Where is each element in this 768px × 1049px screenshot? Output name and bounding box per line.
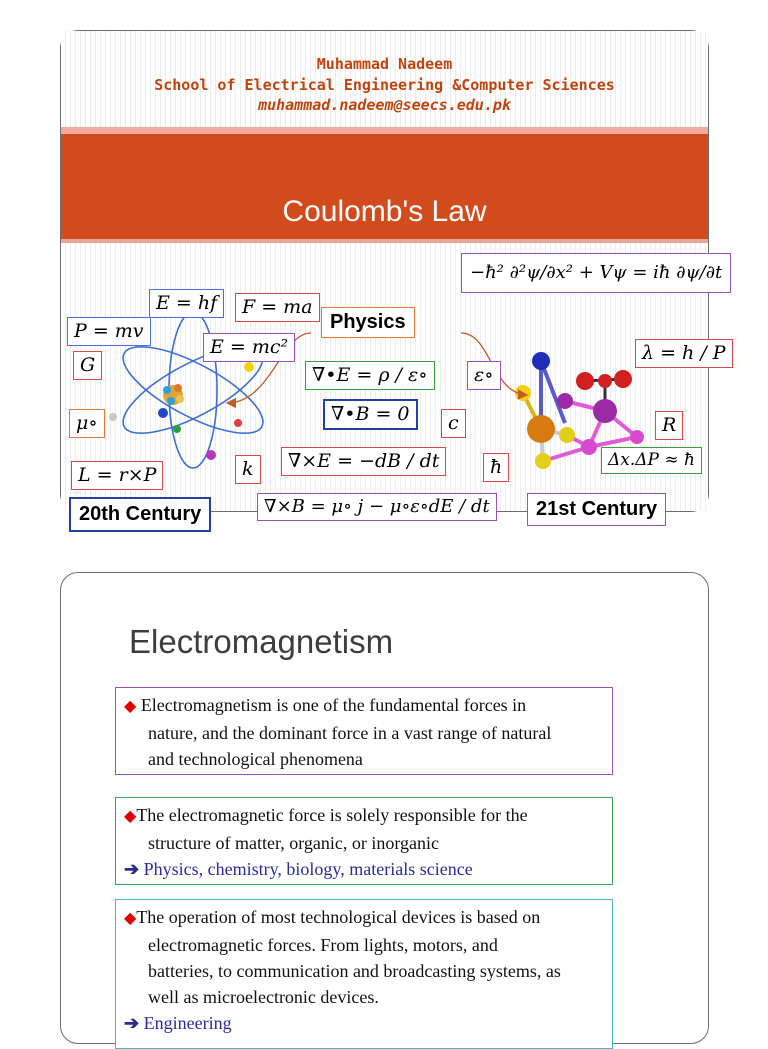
diamond-bullet-icon: ◆ — [124, 910, 137, 927]
school-name: School of Electrical Engineering &Computer Sciences — [154, 76, 615, 94]
label-21st-century: 21st Century — [527, 493, 666, 526]
symbol-gravitational-constant: G — [73, 351, 102, 380]
equation-de-broglie: λ = h / P — [635, 339, 733, 368]
point-box-2 — [115, 797, 613, 885]
point-line: and technological phenomena — [148, 749, 363, 769]
equation-ampere-maxwell: ∇×B = μ∘ j − μ∘ε∘dE / dt — [257, 493, 497, 521]
physics-illustration — [61, 243, 726, 525]
slide-coulombs-law — [60, 30, 726, 525]
point-box-3 — [115, 899, 613, 1049]
subpoint-text: Physics, chemistry, biology, materials science — [143, 859, 473, 879]
symbol-speed-of-light: c — [441, 409, 466, 438]
author-name: Muhammad Nadeem — [316, 55, 453, 73]
equation-newton: F = ma — [235, 293, 320, 322]
diamond-bullet-icon: ◆ — [124, 698, 137, 715]
point-box-1 — [115, 687, 613, 775]
equation-planck: E = hf — [149, 289, 224, 318]
equation-mass-energy: E = mc² — [203, 333, 295, 362]
equation-schrodinger: −ħ² ∂²ψ/∂x² + Vψ = iħ ∂ψ/∂t — [461, 253, 731, 293]
subpoint-text: Engineering — [143, 1013, 232, 1033]
equation-faraday: ∇×E = −dB / dt — [281, 447, 446, 476]
slide-header — [61, 31, 708, 127]
arrow-right-icon: ➔ — [124, 1013, 140, 1033]
equation-gauss-electric: ∇•E = ρ / ε∘ — [305, 361, 435, 390]
arrow-right-icon: ➔ — [124, 859, 140, 879]
label-20th-century: 20th Century — [69, 497, 211, 532]
slide-electromagnetism — [60, 572, 709, 1044]
header-stripe — [61, 127, 708, 134]
point-line: electromagnetic forces. From lights, motors, and — [148, 935, 498, 955]
point-line: structure of matter, organic, or inorganic — [148, 833, 440, 853]
symbol-permittivity: ε∘ — [467, 361, 501, 390]
diamond-bullet-icon: ◆ — [124, 808, 137, 825]
symbol-coulomb-constant: k — [235, 455, 261, 484]
point-line: well as microelectronic devices. — [148, 987, 379, 1007]
point-line: nature, and the dominant force in a vast range of natural — [148, 723, 552, 743]
slide-title: Coulomb's Law — [282, 195, 487, 228]
point-line: The operation of most technological devices is based on — [136, 907, 541, 927]
author-email: muhammad.nadeem@seecs.edu.pk — [258, 96, 511, 114]
symbol-reduced-planck: ħ — [483, 453, 509, 482]
physics-label: Physics — [321, 307, 415, 338]
symbol-gas-constant: R — [655, 411, 683, 440]
point-line: The electromagnetic force is solely responsible for the — [136, 805, 528, 825]
equation-angular-momentum: L = r×P — [71, 461, 163, 490]
equation-momentum: P = mv — [67, 317, 151, 346]
equation-gauss-magnetic: ∇•B = 0 — [323, 399, 418, 430]
slide-heading: Electromagnetism — [129, 623, 394, 660]
point-line: batteries, to communication and broadcasting systems, as — [148, 961, 561, 981]
symbol-permeability: μ∘ — [69, 409, 105, 438]
point-line: Electromagnetism is one of the fundamental forces in — [140, 695, 527, 715]
equation-uncertainty: Δx.ΔP ≈ ħ — [601, 447, 702, 474]
